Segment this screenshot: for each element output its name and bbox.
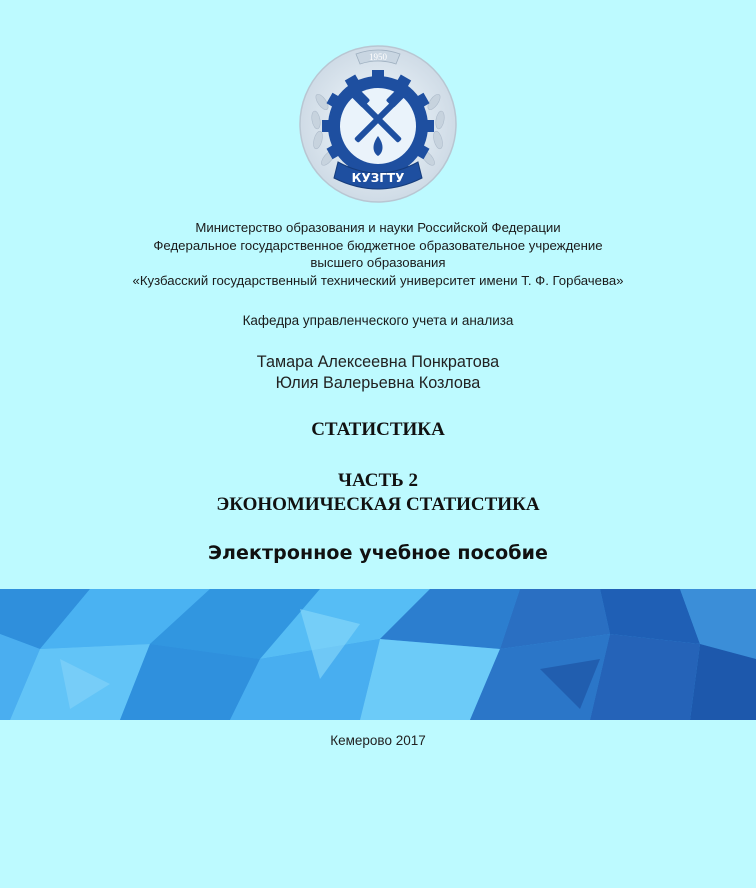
book-subtitle: Электронное учебное пособие — [207, 542, 549, 564]
authors-block — [0, 352, 756, 394]
university-emblem — [298, 44, 458, 206]
education-level-line: высшего образования — [310, 255, 446, 271]
ministry-line: Министерство образования и науки Российской Федерации — [195, 220, 561, 235]
place-year: Кемерово 2017 — [330, 733, 426, 748]
part-block — [0, 469, 756, 517]
institution-block — [0, 219, 756, 289]
author-name: Юлия Валерьевна Козлова — [275, 374, 481, 392]
author-name: Тамара Алексеевна Понкратова — [256, 353, 500, 371]
institution-type-line: Федеральное государственное бюджетное образовательное учреждение — [153, 237, 603, 253]
decorative-polygon-band — [0, 589, 756, 720]
part-number: ЧАСТЬ 2 — [338, 470, 418, 491]
department: Кафедра управленческого учета и анализа — [242, 313, 514, 328]
book-title: СТАТИСТИКА — [311, 419, 445, 440]
part-name: ЭКОНОМИЧЕСКАЯ СТАТИСТИКА — [216, 494, 540, 515]
emblem-year: 1950 — [369, 52, 387, 62]
university-name-line: «Кузбасский государственный технический университет имени Т. Ф. Горбачева» — [132, 272, 624, 288]
emblem-acronym: КУЗГТУ — [351, 171, 405, 185]
